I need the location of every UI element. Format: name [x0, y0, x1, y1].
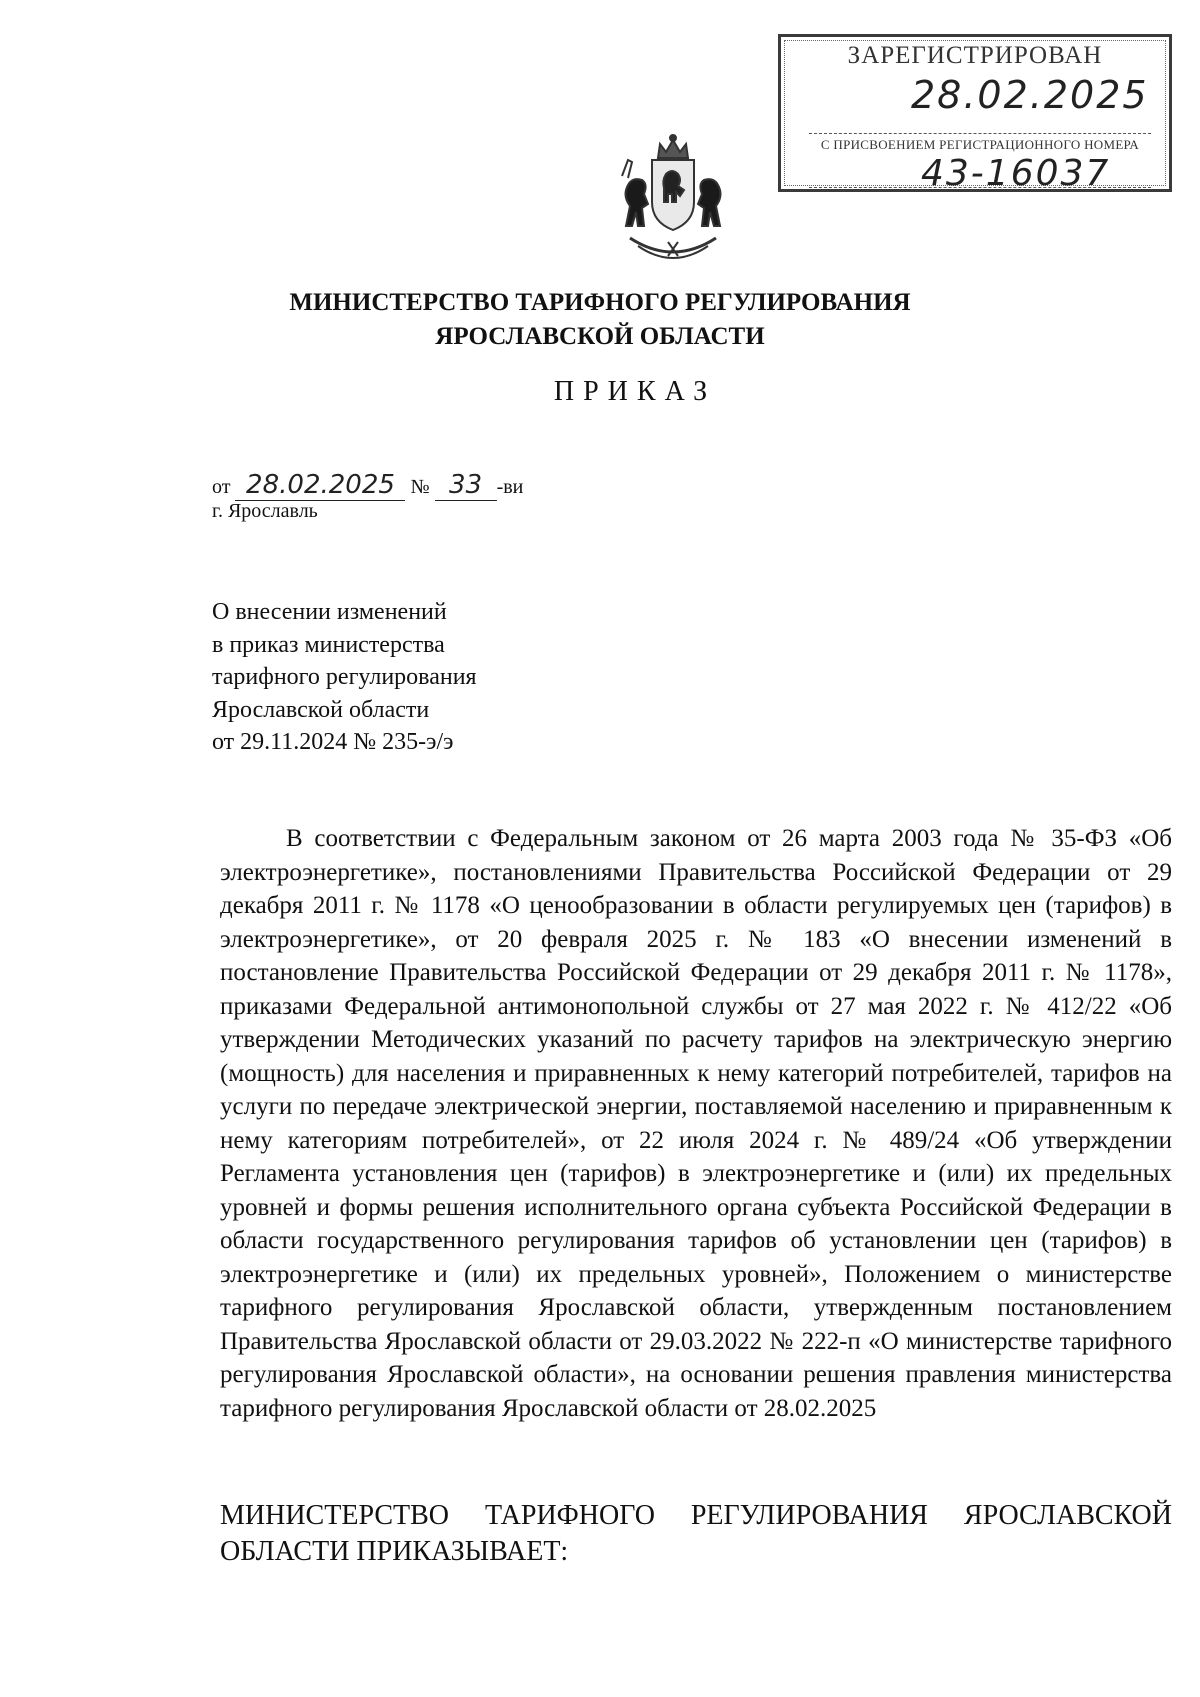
order-number: 33	[435, 470, 497, 501]
stamp-registration-number: 43-16037	[921, 153, 1111, 194]
order-number-suffix: -ви	[496, 476, 524, 498]
city: г. Ярославль	[212, 500, 318, 522]
number-label: №	[410, 476, 430, 498]
preamble-paragraph: В соответствии с Федеральным законом от 26 марта 2003 года № 35-ФЗ «Об электроэнергетике», постановлениями Правительства Российской Федерации от 29 декабря 2011 г. № 1178 «О ценообразовании в области регулируемых цен (тарифов) в электроэнергетике», от 20 февраля 2025 г. № 183 «О внесении изменений в постановление Правительства Российской Федерации от 29 декабря 2011 г. № 1178», приказами Федеральной антимонопольной службы от 27 мая 2022 г. № 412/22 «Об утверждении Методических указаний по расчету тарифов на электрическую энергию (мощность) для населения и приравненных к нему категорий потребителей, тарифов на услуги по передаче электрической энергии, поставляемой населению и приравненным к нему категориям потребителей», от 22 июля 2024 г. № 489/24 «Об утверждении Регламента установления цен (тарифов) в электроэнергетике и (или) их предельных уровней и формы решения исполнительного органа субъекта Российской Федерации в области государственного регулирования тарифов об установлении цен (тарифов) в электроэнергетике и (или) их предельных уровней», Положением о министерстве тарифного регулирования Ярославской области, утвержденным постановлением Правительства Ярославской области от 29.03.2022 № 222-п «О министерстве тарифного регулирования Ярославской области», на основании решения правления министерства тарифного регулирования Ярославской области от 28.02.2025	[220, 825, 1172, 1422]
order-clause: МИНИСТЕРСТВО ТАРИФНОГО РЕГУЛИРОВАНИЯ ЯРОСЛАВСКОЙ ОБЛАСТИ ПРИКАЗЫВАЕТ:	[220, 1500, 1172, 1567]
subject-line: в приказ министерства	[212, 631, 445, 658]
stamp-divider	[809, 187, 1151, 188]
stamp-note: С ПРИСВОЕНИЕМ РЕГИСТРАЦИОННОГО НОМЕРА	[820, 137, 1140, 152]
subject-line: О внесении изменений	[212, 599, 447, 625]
order-subject	[212, 596, 477, 759]
order-date: 28.02.2025	[235, 470, 405, 501]
ministry-name-line1: МИНИСТЕРСТВО ТАРИФНОГО РЕГУЛИРОВАНИЯ	[289, 289, 911, 316]
subject-line: тарифного регулирования	[212, 664, 477, 690]
subject-line: от 29.11.2024 № 235-э/э	[212, 729, 454, 755]
document-type: ПРИКАЗ	[553, 376, 717, 407]
registration-stamp	[778, 34, 1172, 192]
ministry-name	[0, 286, 1200, 354]
stamp-title: ЗАРЕГИСТРИРОВАН	[847, 42, 1103, 69]
order-dateline	[212, 470, 523, 501]
subject-line: Ярославской области	[212, 696, 430, 723]
from-label: от	[212, 476, 231, 498]
yaroslavl-coat-of-arms-icon	[608, 130, 738, 275]
stamp-date: 28.02.2025	[911, 73, 1149, 117]
ministry-name-line2: ЯРОСЛАВСКОЙ ОБЛАСТИ	[435, 323, 765, 350]
stamp-divider	[809, 133, 1151, 134]
